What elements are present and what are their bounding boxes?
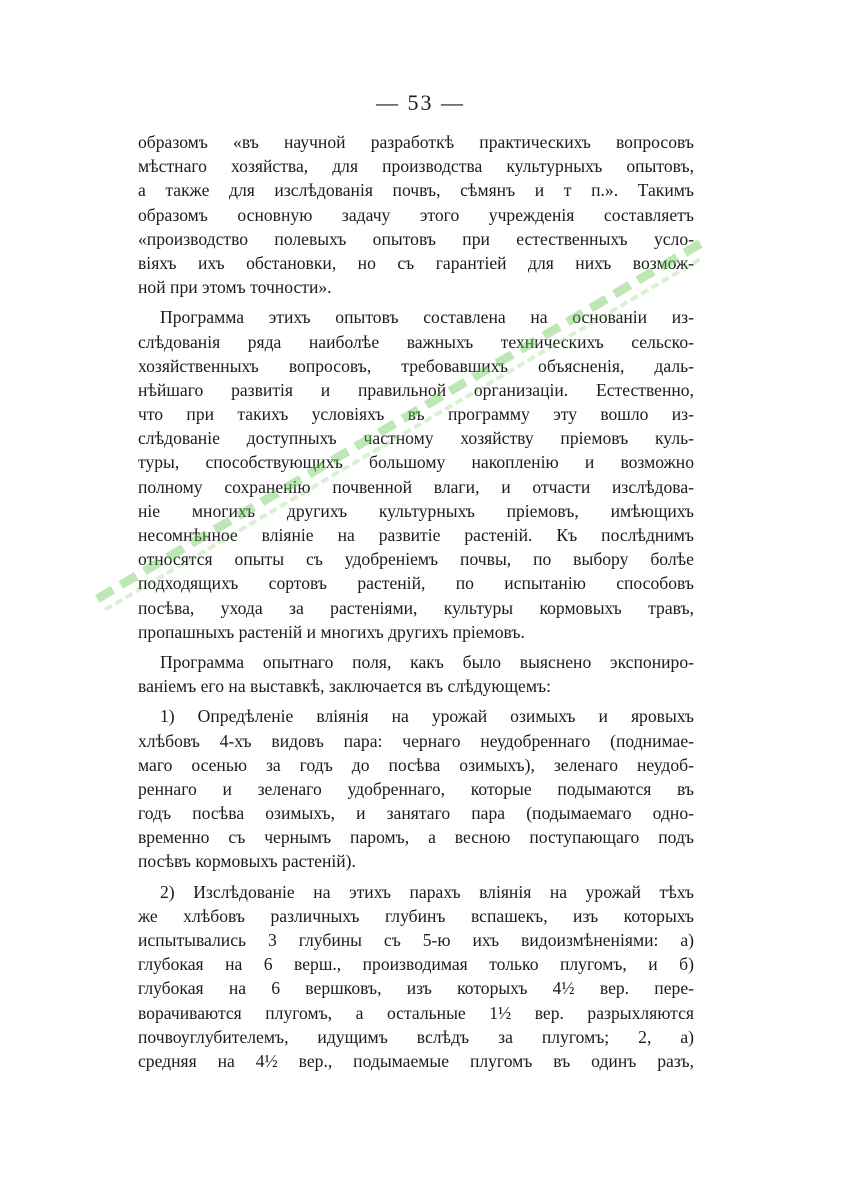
text-line: образомъ основную задачу этого учрежденія составляетъ	[138, 204, 694, 225]
body-text	[138, 130, 694, 1073]
text-line: же хлѣбовъ различныхъ глубинъ вспашекъ, изъ которыхъ	[138, 905, 694, 926]
text-line: Программа этихъ опытовъ составлена на основаніи из-	[160, 307, 694, 328]
text-line: глубокая на 6 вершковъ, изъ которыхъ 4½ вер. пере-	[138, 978, 694, 999]
text-line: посѣвъ кормовыхъ растеній).	[138, 851, 356, 872]
text-line: средняя на 4½ вер., подымаемые плугомъ въ одинъ разъ,	[138, 1050, 694, 1071]
text-line: испытывались 3 глубины съ 5-ю ихъ видоизмѣненіями: а)	[138, 930, 694, 950]
text-line: реннаго и зеленаго удобреннаго, которые подымаются въ	[138, 778, 694, 799]
text-line: относятся опыты съ удобреніемъ почвы, по выбору болѣе	[138, 549, 694, 570]
page-number: — 53 —	[376, 90, 465, 115]
text-line: хлѣбовъ 4-хъ видовъ пара: чернаго неудобреннаго (поднимае-	[138, 730, 694, 751]
text-line: полному сохраненію почвенной влаги, и отчасти изслѣдова-	[138, 476, 694, 497]
text-line: ніе многихъ другихъ культурныхъ пріемовъ, имѣющихъ	[138, 500, 694, 521]
text-line: мѣстнаго хозяйства, для производства культурныхъ опытовъ,	[138, 156, 694, 177]
text-line: а также для изслѣдованія почвъ, сѣмянъ и т п.». Такимъ	[138, 180, 694, 201]
text-line: образомъ «въ научной разработкѣ практическихъ вопросовъ	[138, 132, 694, 152]
text-line: туры, способствующихъ большому накопленію и возможно	[138, 452, 694, 473]
text-line: посѣва, ухода за растеніями, культуры кормовыхъ травъ,	[138, 597, 694, 618]
text-line: что при такихъ условіяхъ въ программу эту вошло из-	[138, 404, 694, 425]
text-line: ворачиваются плугомъ, а остальные 1½ вер. разрыхляются	[138, 1002, 694, 1023]
text-line: ной при этомъ точности».	[138, 277, 332, 298]
text-line: почвоуглубителемъ, идущимъ вслѣдъ за плугомъ; 2, а)	[138, 1026, 694, 1047]
text-line: временно съ чернымъ паромъ, а весною поступающаго подъ	[138, 827, 694, 848]
text-line: подходящихъ сортовъ растеній, по испытанію способовъ	[138, 573, 694, 594]
text-line: 2) Изслѣдованіе на этихъ парахъ вліянія на урожай тѣхъ	[160, 881, 694, 902]
text-line: 1) Опредѣленіе вліянія на урожай озимыхъ и яровыхъ	[160, 706, 694, 727]
text-line: годъ посѣва озимыхъ, и занятаго пара (подымаемаго одно-	[138, 803, 694, 824]
text-line: нѣйшаго развитія и правильной организаціи. Естественно,	[138, 379, 694, 400]
text-line: слѣдованія ряда наиболѣе важныхъ техническихъ сельско-	[138, 331, 694, 352]
text-line: несомнѣнное вліяніе на развитіе растеній. Къ послѣднимъ	[138, 525, 694, 545]
text-line: глубокая на 6 верш., производимая только плугомъ, и б)	[138, 954, 694, 975]
text-line: ваніемъ его на выставкѣ, заключается въ слѣдующемъ:	[138, 676, 551, 697]
text-line: віяхъ ихъ обстановки, но съ гарантіей для нихъ возмож-	[138, 252, 694, 273]
text-line: Программа опытнаго поля, какъ было выяснено экспониро-	[160, 651, 694, 672]
text-line: маго осенью за годъ до посѣва озимыхъ), зеленаго неудоб-	[138, 754, 694, 775]
text-line: слѣдованіе доступныхъ частному хозяйству пріемовъ куль-	[138, 428, 694, 449]
text-line: хозяйственныхъ вопросовъ, требовавшихъ объясненія, даль-	[138, 355, 694, 376]
text-line: пропашныхъ растеній и многихъ другихъ пріемовъ.	[138, 621, 525, 642]
text-line: «производство полевыхъ опытовъ при естественныхъ усло-	[138, 228, 694, 249]
